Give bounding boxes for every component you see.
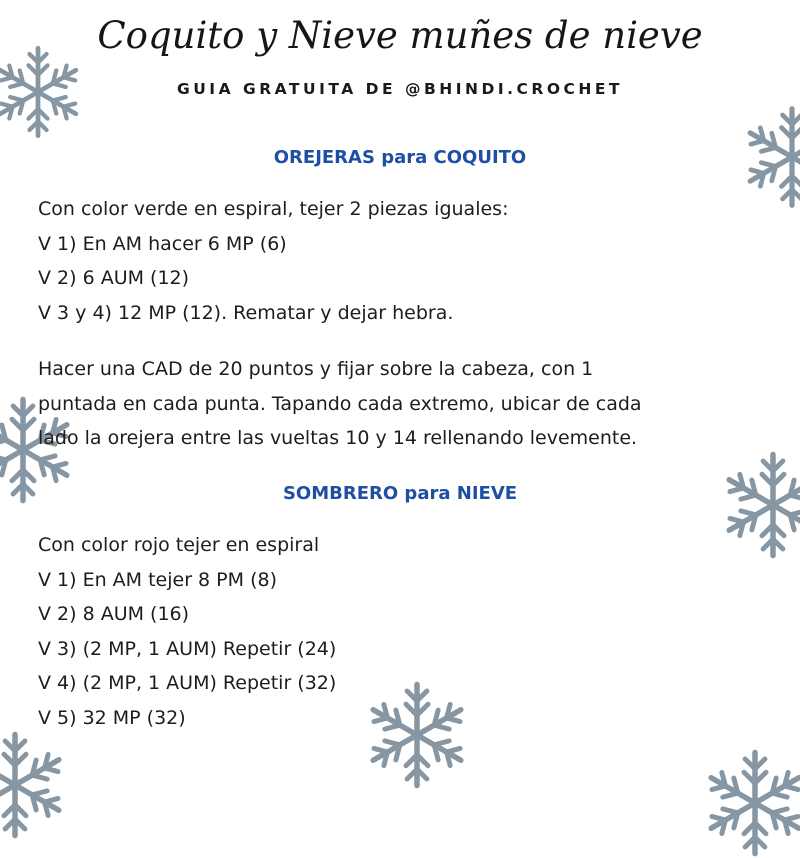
instruction-line: V 3 y 4) 12 MP (12). Rematar y dejar hebra. [38,301,454,324]
snowflake-icon [0,730,70,840]
instruction-line: V 4) (2 MP, 1 AUM) Repetir (32) [38,672,337,694]
instruction-line: Con color verde en espiral, tejer 2 piezas iguales: [38,198,509,220]
orejeras-instructions [38,192,768,330]
snowflake-icon [700,748,800,858]
orejeras-paragraph [38,352,768,456]
instruction-line: V 1) En AM hacer 6 MP (6) [38,232,287,255]
section-heading-orejeras: OREJERAS para COQUITO [273,147,527,168]
paragraph-line: lado la orejera entre las vueltas 10 y 14 rellenando levemente. [38,427,638,449]
page-subtitle: GUIA GRATUITA DE @BHINDI.CROCHET [177,80,623,98]
page-title: Coquito y Nieve muñes de nieve [97,14,703,57]
instruction-line: V 1) En AM tejer 8 PM (8) [38,568,277,591]
instruction-line: V 2) 8 AUM (16) [38,603,190,625]
paragraph-line: Hacer una CAD de 20 puntos y fijar sobre la cabeza, con 1 [38,358,594,380]
instruction-line: V 3) (2 MP, 1 AUM) Repetir (24) [38,637,337,660]
instruction-line: V 5) 32 MP (32) [38,706,186,729]
instruction-line: V 2) 6 AUM (12) [38,267,190,289]
paragraph-line: puntada en cada punta. Tapando cada extremo, ubicar de cada [38,392,642,415]
section-heading-sombrero: SOMBRERO para NIEVE [282,483,518,504]
instruction-line: Con color rojo tejer en espiral [38,534,320,556]
sombrero-instructions [38,528,768,735]
